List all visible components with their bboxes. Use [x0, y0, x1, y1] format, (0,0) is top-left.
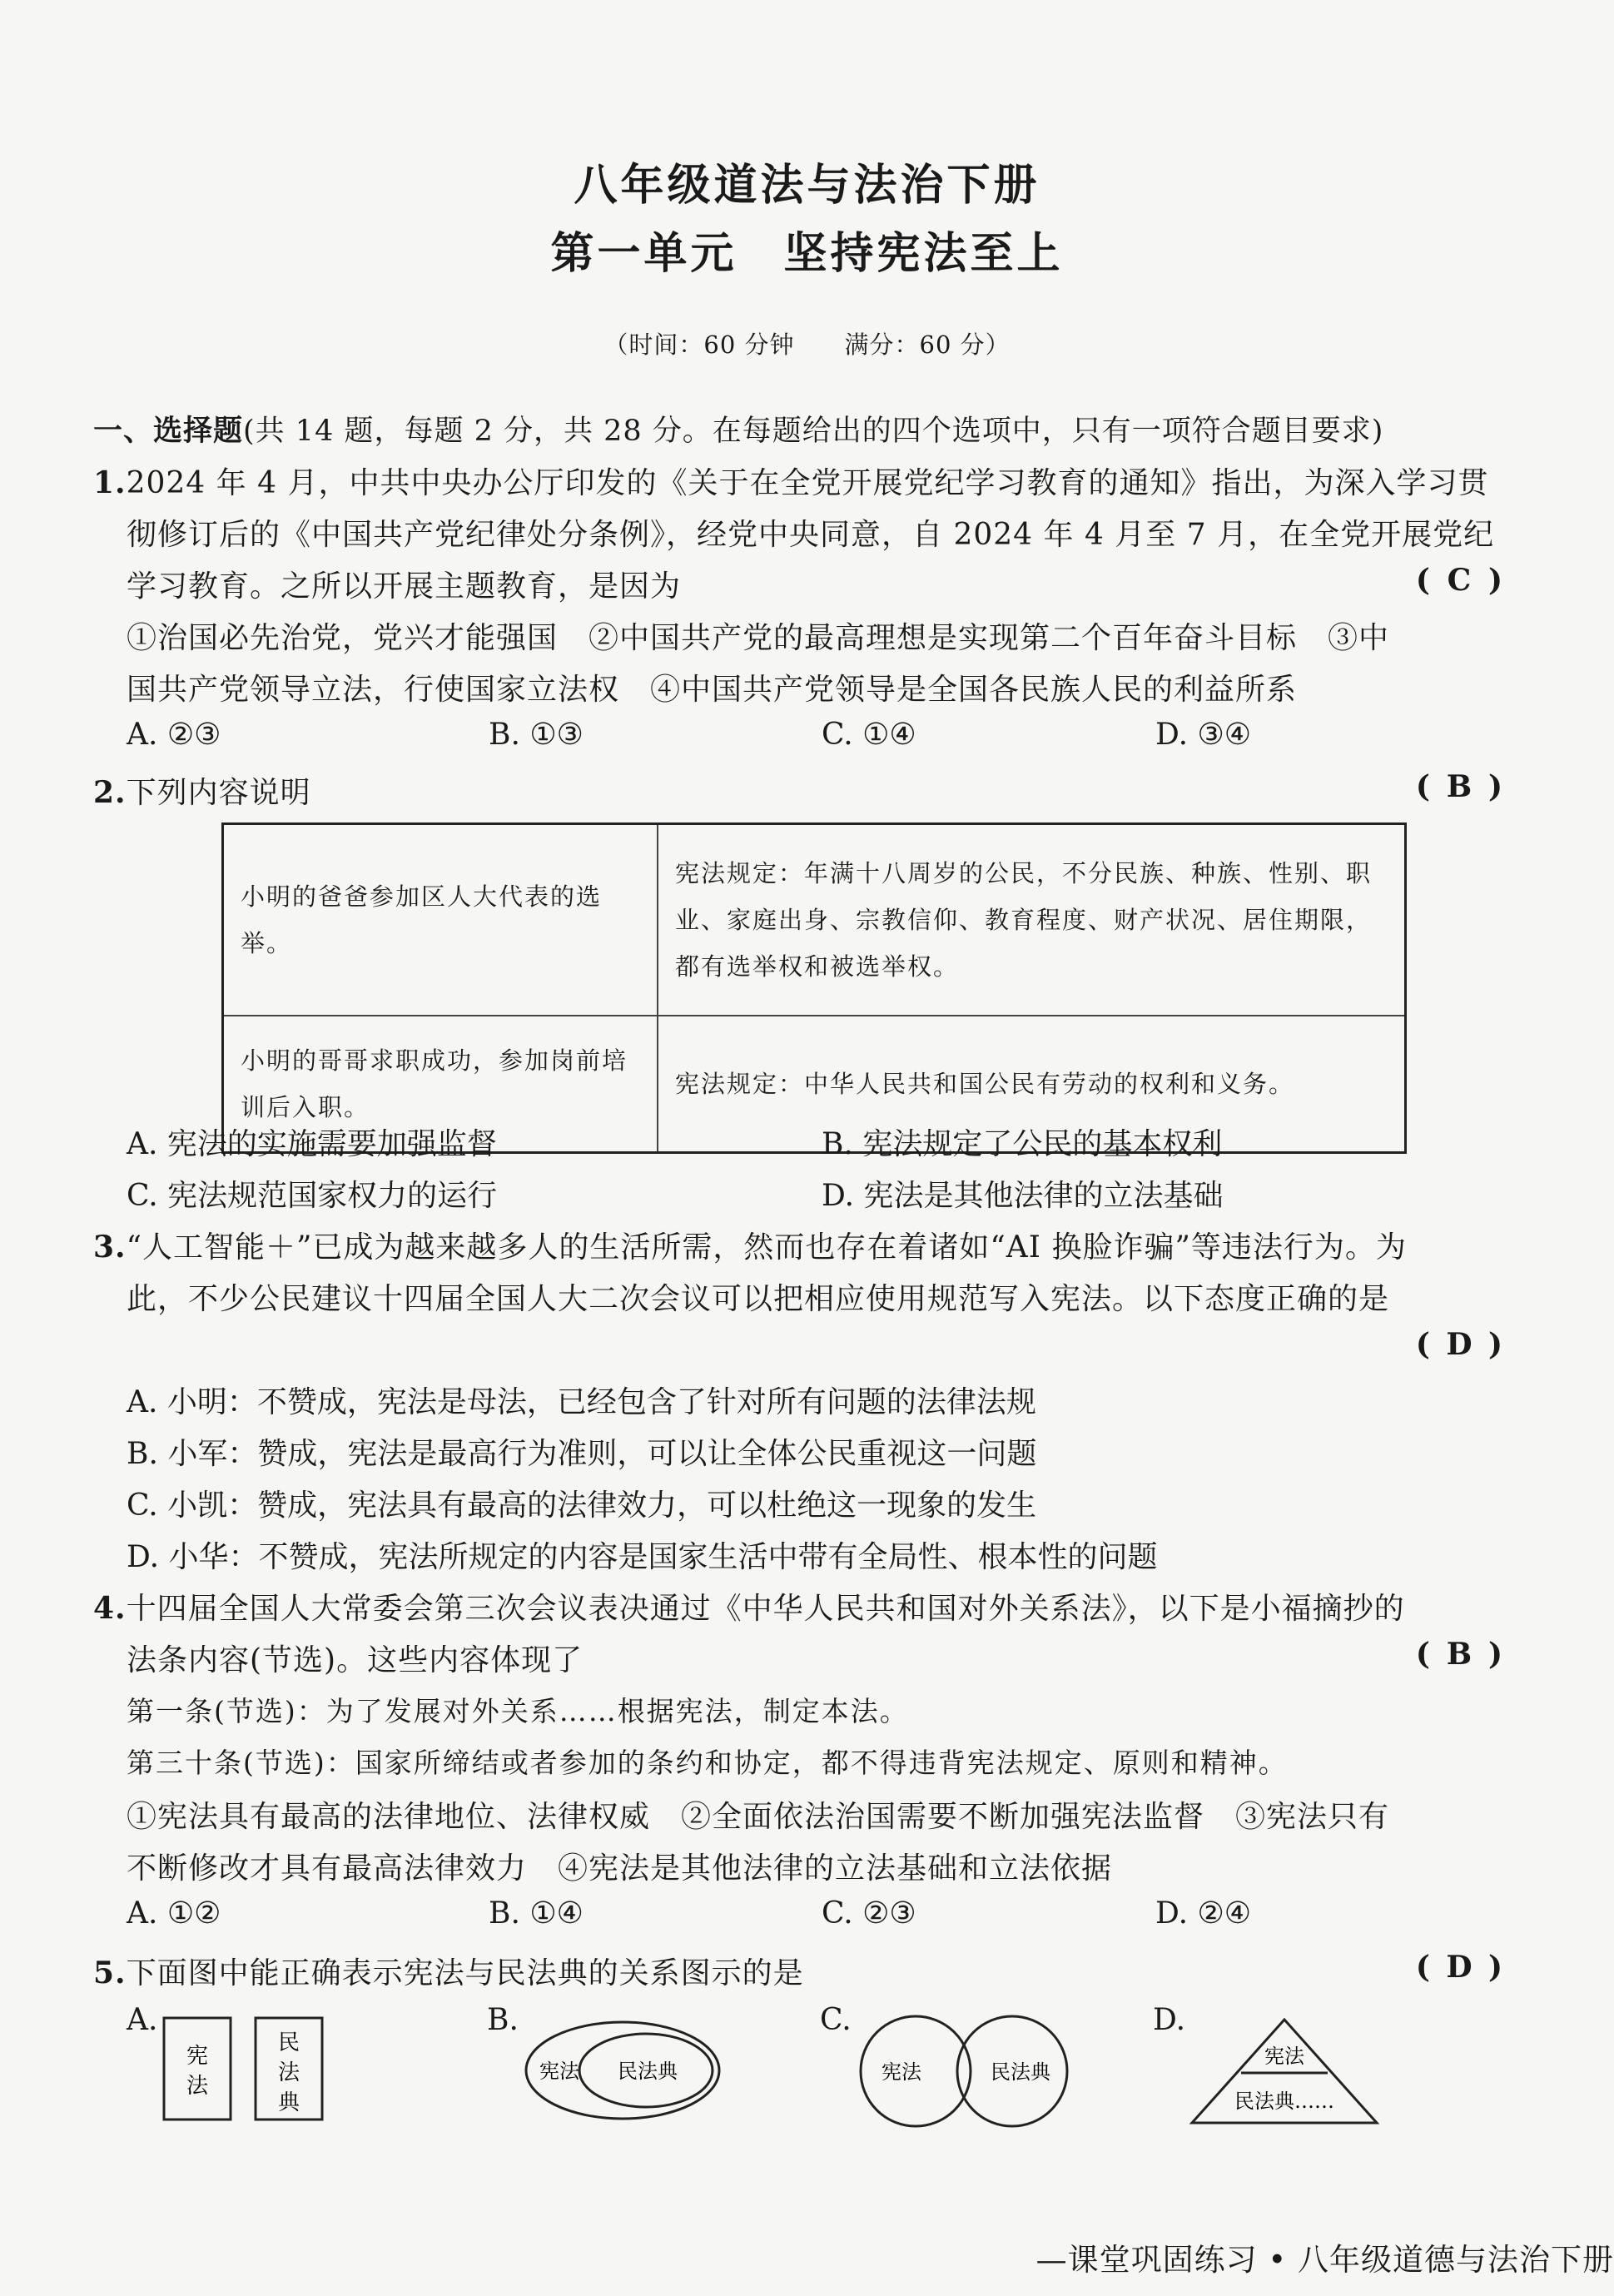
question-number: 3.	[93, 1230, 127, 1265]
option-c: C. ①④	[822, 718, 916, 752]
answer-letter: C	[1447, 563, 1472, 598]
option-c: C. 宪法规范国家权力的运行	[127, 1179, 498, 1213]
section-heading	[93, 408, 1383, 450]
option-a: A. ②③	[127, 718, 221, 752]
option-b: B. 小军：赞成，宪法是最高行为准则，可以让全体公民重视这一问题	[127, 1437, 1037, 1471]
option-d: D. ②④	[1155, 1896, 1252, 1931]
section-label: 一、选择题	[93, 414, 244, 448]
answer-bracket: ( D )	[1415, 1327, 1502, 1362]
option-b: B. 宪法规定了公民的基本权利	[822, 1127, 1223, 1161]
diagram-d-civil-code: 民法典……	[1234, 2090, 1334, 2113]
question-1-line-2: 彻修订后的《中国共产党纪律处分条例》，经党中央同意，自 2024 年 4 月至 7 月，在全党开展党纪	[127, 518, 1495, 552]
option-b: B. ①③	[489, 718, 584, 752]
question-1-line-1: 1.2024 年 4 月，中共中央办公厅印发的《关于在全党开展党纪学习教育的通知》指出，为深入学习贯	[93, 465, 1489, 500]
question-4-statements-1: ①宪法具有最高的法律地位、法律权威 ②全面依法治国需要不断加强宪法监督 ③宪法只有	[127, 1800, 1390, 1834]
section-instructions: (共 14 题，每题 2 分，共 28 分。在每题给出的四个选项中，只有一项符合题目要求)	[243, 415, 1384, 448]
option-b: B. ①④	[489, 1896, 584, 1931]
diagram-c	[856, 2013, 1072, 2133]
option-c: C. 小凯：赞成，宪法具有最高的法律效力，可以杜绝这一现象的发生	[127, 1488, 1037, 1523]
option-d: D. 宪法是其他法律的立法基础	[822, 1179, 1224, 1213]
diagram-a-left-char-2: 法	[186, 2074, 209, 2099]
question-5-line-1: 5.下面图中能正确表示宪法与民法典的关系图示的是	[93, 1956, 804, 1990]
table-cell: 宪法规定：中华人民共和国公民有劳动的权利和义务。	[658, 1016, 1406, 1152]
option-c-label: C.	[820, 2003, 852, 2037]
question-1-line-3: 学习教育。之所以开展主题教育，是因为	[127, 569, 682, 604]
diagram-a	[162, 2016, 329, 2128]
question-3-line-1: 3.“人工智能＋”已成为越来越多人的生活所需，然而也存在着诸如“AI 换脸诈骗”等违法行为。为	[93, 1230, 1407, 1265]
answer-letter: D	[1446, 1950, 1472, 1985]
diagram-a-right-char-3: 典	[277, 2090, 300, 2115]
answer-letter: B	[1446, 769, 1472, 804]
answer-bracket: ( B )	[1415, 1637, 1502, 1672]
question-2-table	[221, 822, 1407, 1154]
diagram-b-constitution: 宪法	[539, 2060, 579, 2083]
constitution-box	[164, 2018, 231, 2120]
question-number: 4.	[93, 1591, 127, 1626]
diagram-d	[1189, 2016, 1380, 2131]
question-4-line-1: 4.十四届全国人大常委会第三次会议表决通过《中华人民共和国对外关系法》，以下是小福摘抄的	[93, 1591, 1405, 1626]
question-number: 5.	[93, 1956, 127, 1990]
answer-bracket: ( C )	[1415, 563, 1502, 598]
diagram-d-constitution: 宪法	[1264, 2045, 1304, 2068]
page-title: 八年级道法与法治下册	[574, 160, 1040, 211]
table-cell: 宪法规定：年满十八周岁的公民，不分民族、种族、性别、职业、家庭出身、宗教信仰、教育程度、财产状况、居住期限，都有选举权和被选举权。	[658, 824, 1406, 1016]
diagram-a-right-char-1: 民	[277, 2030, 300, 2055]
option-d: D. ③④	[1155, 718, 1252, 752]
table-row	[223, 824, 1406, 1016]
unit-title: 第一单元 坚持宪法至上	[550, 228, 1064, 279]
question-4-statements-2: 不断修改才具有最高法律效力 ④宪法是其他法律的立法基础和立法依据	[127, 1851, 1113, 1886]
footer-text: —课堂巩固练习 • 八年级道德与法治下册	[1035, 2242, 1614, 2278]
question-4-line-2: 法条内容(节选)。这些内容体现了	[127, 1643, 584, 1677]
time-info: （时间：60 分钟 满分：60 分）	[603, 330, 1011, 359]
option-a: A. 宪法的实施需要加强监督	[127, 1127, 497, 1161]
answer-bracket: ( D )	[1415, 1950, 1502, 1985]
option-a: A. 小明：不赞成，宪法是母法，已经包含了针对所有问题的法律法规	[127, 1385, 1036, 1419]
question-2-line-1: 2.下列内容说明	[93, 775, 311, 810]
question-number: 1.	[93, 465, 127, 500]
table-cell: 小明的爸爸参加区人大代表的选举。	[223, 824, 658, 1016]
answer-letter: B	[1446, 1637, 1472, 1672]
answer-letter: D	[1446, 1327, 1472, 1362]
option-b-label: B.	[487, 2003, 519, 2037]
diagram-b-civil-code: 民法典	[618, 2060, 678, 2083]
diagram-a-left-char-1: 宪	[186, 2044, 209, 2069]
option-d-label: D.	[1153, 2003, 1186, 2037]
law-quote-1: 第一条(节选)：为了发展对外关系……根据宪法，制定本法。	[127, 1695, 909, 1727]
option-a-label: A.	[127, 2003, 158, 2037]
option-c: C. ②③	[822, 1896, 916, 1931]
question-1-statements-2: 国共产党领导立法，行使国家立法权 ④中国共产党领导是全国各民族人民的利益所系	[127, 673, 1298, 707]
diagram-c-civil-code: 民法典	[991, 2060, 1050, 2084]
diagram-c-constitution: 宪法	[881, 2060, 921, 2084]
answer-bracket: ( B )	[1415, 769, 1502, 804]
question-3-line-2: 此，不少公民建议十四届全国人大二次会议可以把相应使用规范写入宪法。以下态度正确的是	[127, 1282, 1390, 1316]
diagram-a-right-char-2: 法	[277, 2060, 300, 2085]
diagram-b	[523, 2016, 723, 2128]
option-d: D. 小华：不赞成，宪法所规定的内容是国家生活中带有全局性、根本性的问题	[127, 1540, 1158, 1574]
question-1-statements-1: ①治国必先治党，党兴才能强国 ②中国共产党的最高理想是实现第二个百年奋斗目标 ③中	[127, 621, 1390, 655]
option-a: A. ①②	[127, 1896, 221, 1931]
question-number: 2.	[93, 775, 127, 810]
table-cell: 小明的哥哥求职成功，参加岗前培训后入职。	[223, 1016, 658, 1152]
law-quote-2: 第三十条(节选)：国家所缔结或者参加的条约和协定，都不得违背宪法规定、原则和精神。	[127, 1747, 1288, 1779]
